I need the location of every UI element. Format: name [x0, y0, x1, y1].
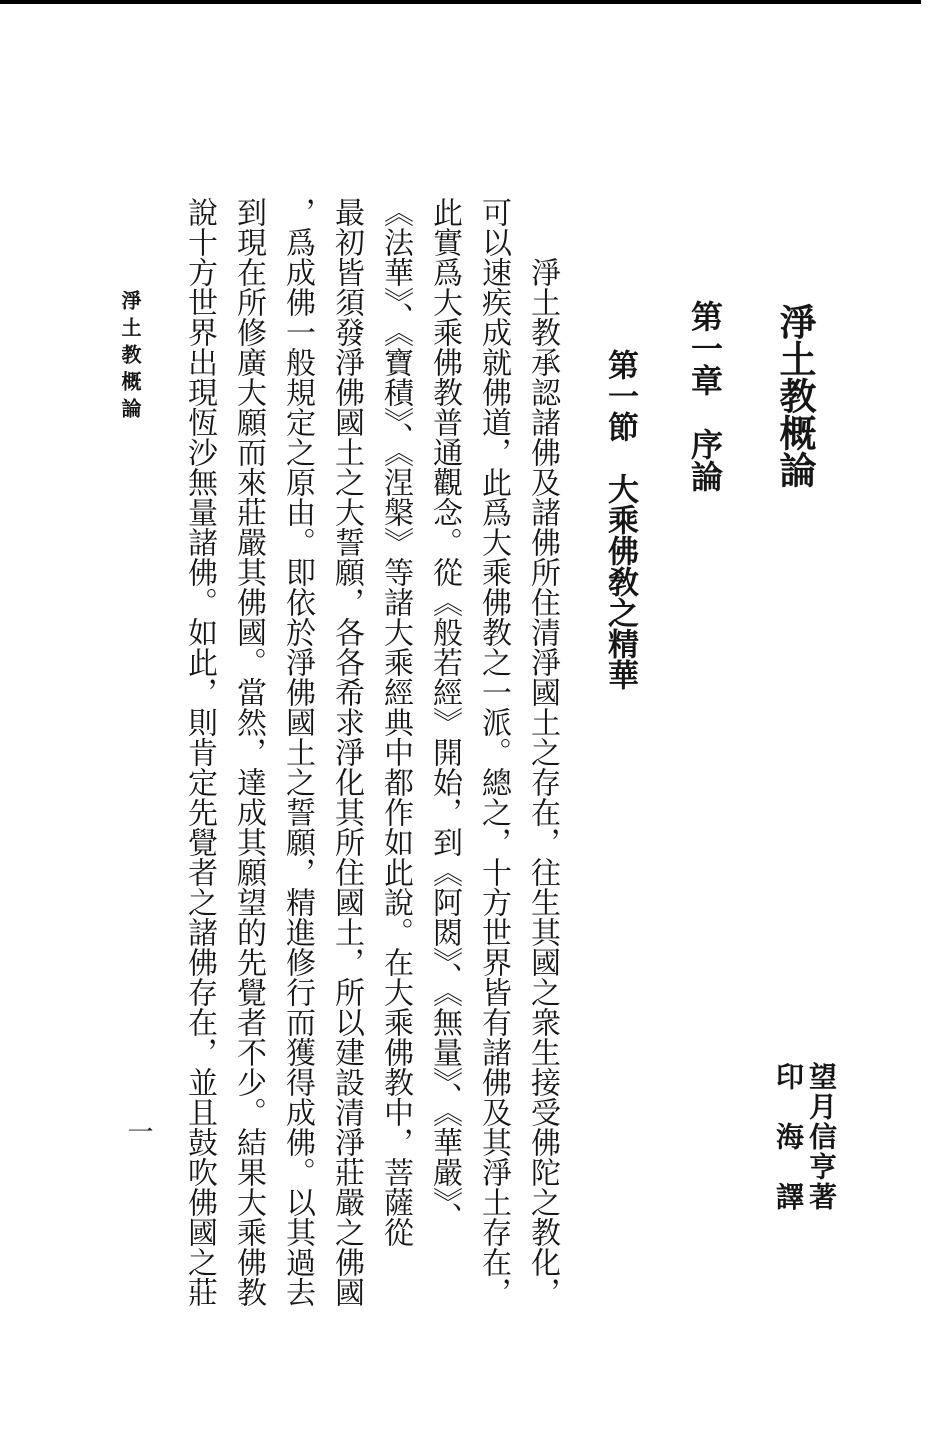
body-column: 《法華》、《寶積》、《涅槃》等諸大乘經典中都作如此說。在大乘佛教中，菩薩從 [378, 197, 413, 1247]
body-column: 淨土教承認諸佛及諸佛所住清淨國土之存在，往生其國之衆生接受佛陀之教化， [525, 197, 560, 1307]
running-header: 淨土教概論 [118, 290, 142, 425]
body-column: 說十方世界出現恆沙無量諸佛。如此，則肯定先覺者之諸佛存在，並且鼓吹佛國之莊 [182, 197, 217, 1307]
page-number: 一 [123, 1118, 153, 1144]
book-title: 淨土教概論 [773, 303, 817, 488]
author-name: 望月信亨著 [805, 1062, 838, 1212]
body-column: 到現在所修廣大願而來莊嚴其佛國。當然，達成其願望的先覺者不少。結果大乘佛教 [231, 197, 266, 1307]
page-top-border [0, 0, 921, 4]
translator-name: 印 海 譯 [772, 1062, 805, 1212]
body-column: ，爲成佛一般規定之原由。即依於淨佛國土之誓願，精進修行而獲得成佛。以其過去 [280, 197, 315, 1307]
body-text [175, 197, 567, 1310]
body-column: 可以速疾成就佛道，此爲大乘佛教之一派。總之，十方世界皆有諸佛及其淨土存在， [476, 197, 511, 1307]
chapter-heading: 第一章 序論 [686, 300, 724, 492]
body-column: 此實爲大乘佛教普通觀念。從《般若經》開始，到《阿閦》、《無量》、《華嚴》、 [427, 197, 462, 1232]
section-heading: 第一節 大乘佛敎之精華 [602, 349, 638, 690]
author-block [772, 1062, 838, 1212]
body-column: 最初皆須發淨佛國土之大誓願，各各希求淨化其所住國土，所以建設清淨莊嚴之佛國 [329, 197, 364, 1307]
